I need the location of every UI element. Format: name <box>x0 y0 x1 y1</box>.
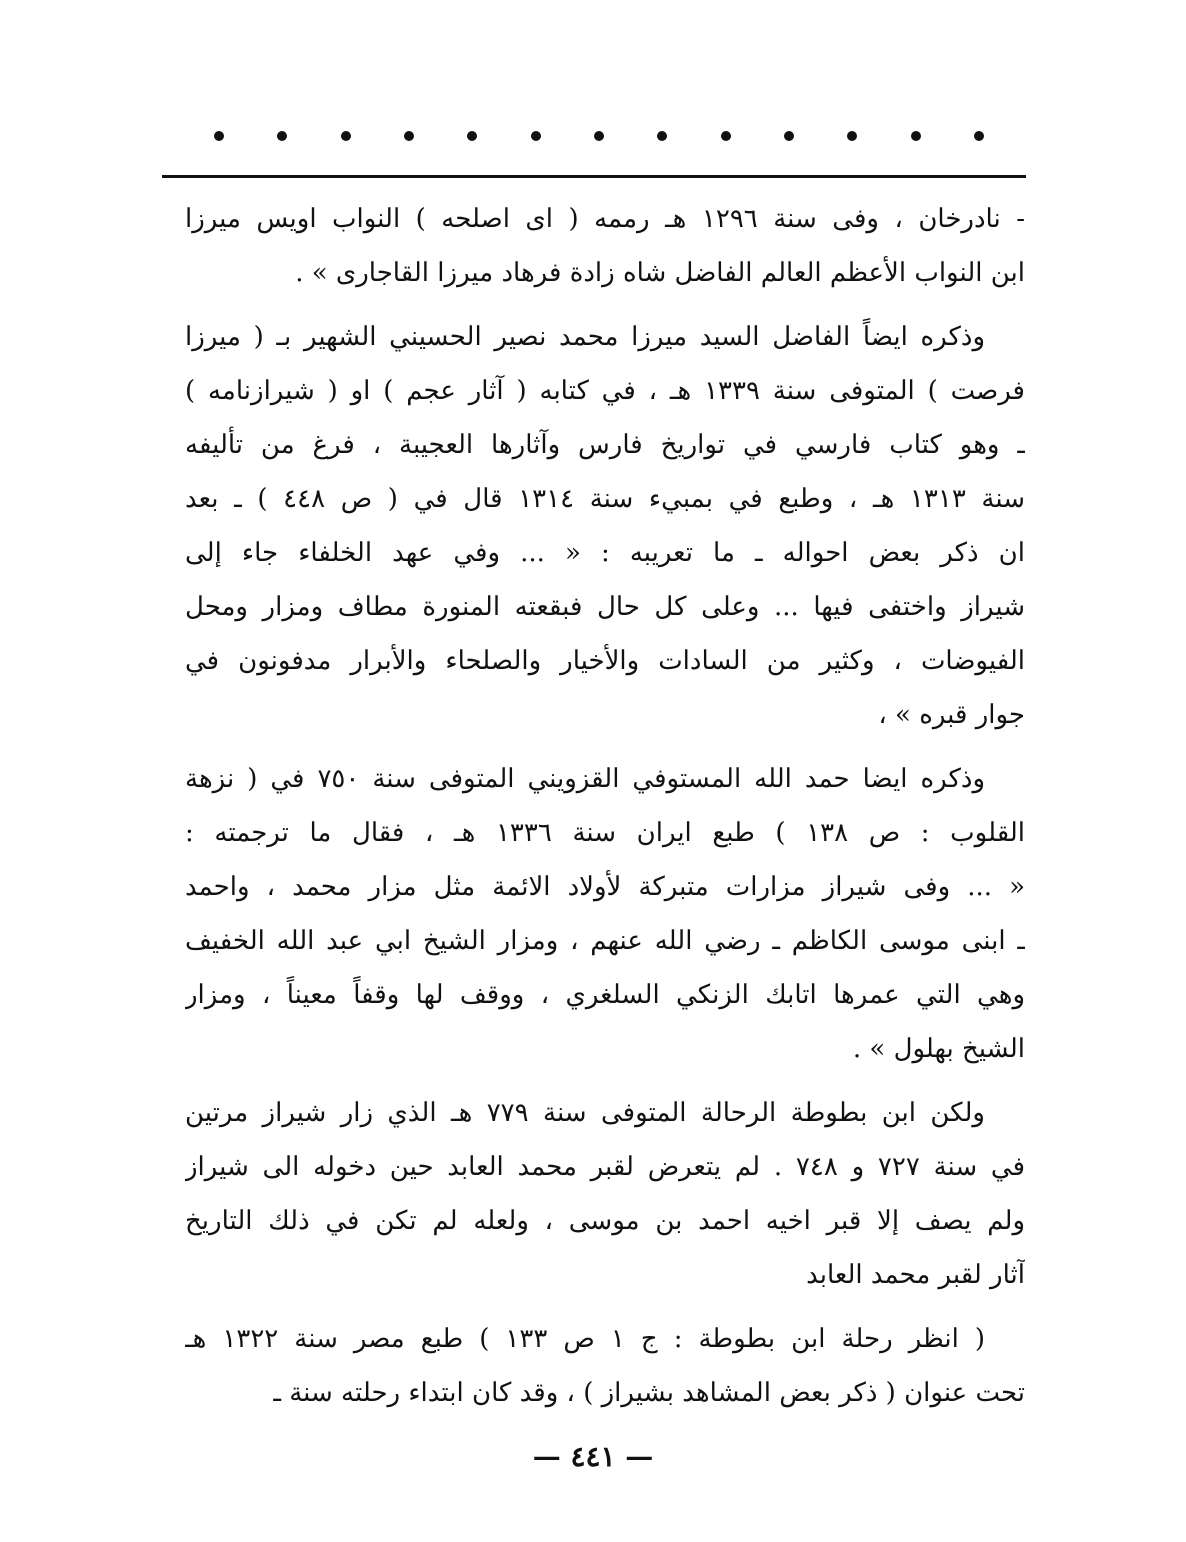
text-line: فرصت ) المتوفى سنة ١٣٣٩ هـ ، في كتابه ( آثار عجم ) او ( شيرازنامه ) <box>185 376 1025 406</box>
ornament-dot <box>467 131 477 141</box>
ornament-dot <box>911 131 921 141</box>
text-line: جوار قبره » ، <box>878 700 1025 730</box>
ornament-dot <box>847 131 857 141</box>
paragraph <box>185 1312 1025 1420</box>
text-line: ( انظر رحلة ابن بطوطة : ج ١ ص ١٣٣ ) طبع مصر سنة ١٣٢٢ هـ <box>185 1324 986 1354</box>
paragraph-gap <box>185 1076 1025 1086</box>
ornament-dot <box>341 131 351 141</box>
paragraph-gap <box>185 300 1025 310</box>
text-line: آثار لقبر محمد العابد <box>806 1260 1025 1290</box>
text-line: وهي التي عمرها اتابك الزنكي السلغري ، ووقف لها وقفاً معيناً ، ومزار <box>185 980 1025 1010</box>
text-line: وذكره ايضا حمد الله المستوفي القزويني المتوفى سنة ٧٥٠ في ( نزهة <box>185 764 985 794</box>
text-line: الفيوضات ، وكثير من السادات والأخيار والصلحاء والأبرار مدفونون في <box>185 646 1025 676</box>
text-line: شيراز واختفى فيها ... وعلى كل حال فبقعته المنورة مطاف ومزار ومحل <box>185 592 1025 622</box>
text-line: - نادرخان ، وفى سنة ١٢٩٦ هـ رممه ( اى اصلحه ) النواب اويس ميرزا <box>185 204 1025 234</box>
text-line: ابن النواب الأعظم العالم الفاضل شاه زادة فرهاد ميرزا القاجارى » . <box>295 258 1025 288</box>
ornament-dot <box>657 131 667 141</box>
ornament-dot <box>594 131 604 141</box>
paragraph <box>185 1086 1025 1302</box>
page-number: — ٤٤١ — <box>532 1440 654 1473</box>
text-line: سنة ١٣١٣ هـ ، وطبع في بمبيء سنة ١٣١٤ قال في ( ص ٤٤٨ ) ـ بعد <box>185 484 1025 514</box>
text-line: ولم يصف إلا قبر اخيه احمد بن موسى ، ولعله لم تكن في ذلك التاريخ <box>185 1206 1025 1236</box>
text-line: ـ ابنى موسى الكاظم ـ رضي الله عنهم ، ومزار الشيخ ابي عبد الله الخفيف <box>185 926 1025 956</box>
paragraph-gap <box>185 1302 1025 1312</box>
text-line: ولكن ابن بطوطة الرحالة المتوفى سنة ٧٧٩ هـ الذي زار شيراز مرتين <box>185 1098 985 1128</box>
paragraph <box>185 192 1025 300</box>
header-rule <box>162 175 1026 178</box>
paragraph-gap <box>185 742 1025 752</box>
text-line: وذكره ايضاً الفاضل السيد ميرزا محمد نصير الحسيني الشهير بـ ( ميرزا <box>185 322 985 352</box>
ornament-dot <box>214 131 224 141</box>
ornament-dot <box>974 131 984 141</box>
ornament-dot <box>721 131 731 141</box>
paragraph <box>185 310 1025 742</box>
text-line: تحت عنوان ( ذكر بعض المشاهد بشيراز ) ، وقد كان ابتداء رحلته سنة ـ <box>273 1378 1025 1408</box>
header-ornament <box>214 121 984 151</box>
text-line: الشيخ بهلول » . <box>852 1034 1025 1064</box>
paragraph <box>185 752 1025 1076</box>
text-line: في سنة ٧٢٧ و ٧٤٨ . لم يتعرض لقبر محمد العابد حين دخوله الى شيراز <box>185 1152 1025 1182</box>
ornament-dot <box>531 131 541 141</box>
text-line: ان ذكر بعض احواله ـ ما تعريبه : « ... وفي عهد الخلفاء جاء إلى <box>185 538 1025 568</box>
page-body <box>185 192 1025 1420</box>
text-line: « ... وفى شيراز مزارات متبركة لأولاد الائمة مثل مزار محمد ، واحمد <box>185 872 1025 902</box>
ornament-dot <box>277 131 287 141</box>
text-line: القلوب : ص ١٣٨ ) طبع ايران سنة ١٣٣٦ هـ ، فقال ما ترجمته : <box>185 818 1025 848</box>
text-line: ـ وهو كتاب فارسي في تواريخ فارس وآثارها العجيبة ، فرغ من تأليفه <box>185 430 1025 460</box>
ornament-dot <box>784 131 794 141</box>
ornament-dot <box>404 131 414 141</box>
